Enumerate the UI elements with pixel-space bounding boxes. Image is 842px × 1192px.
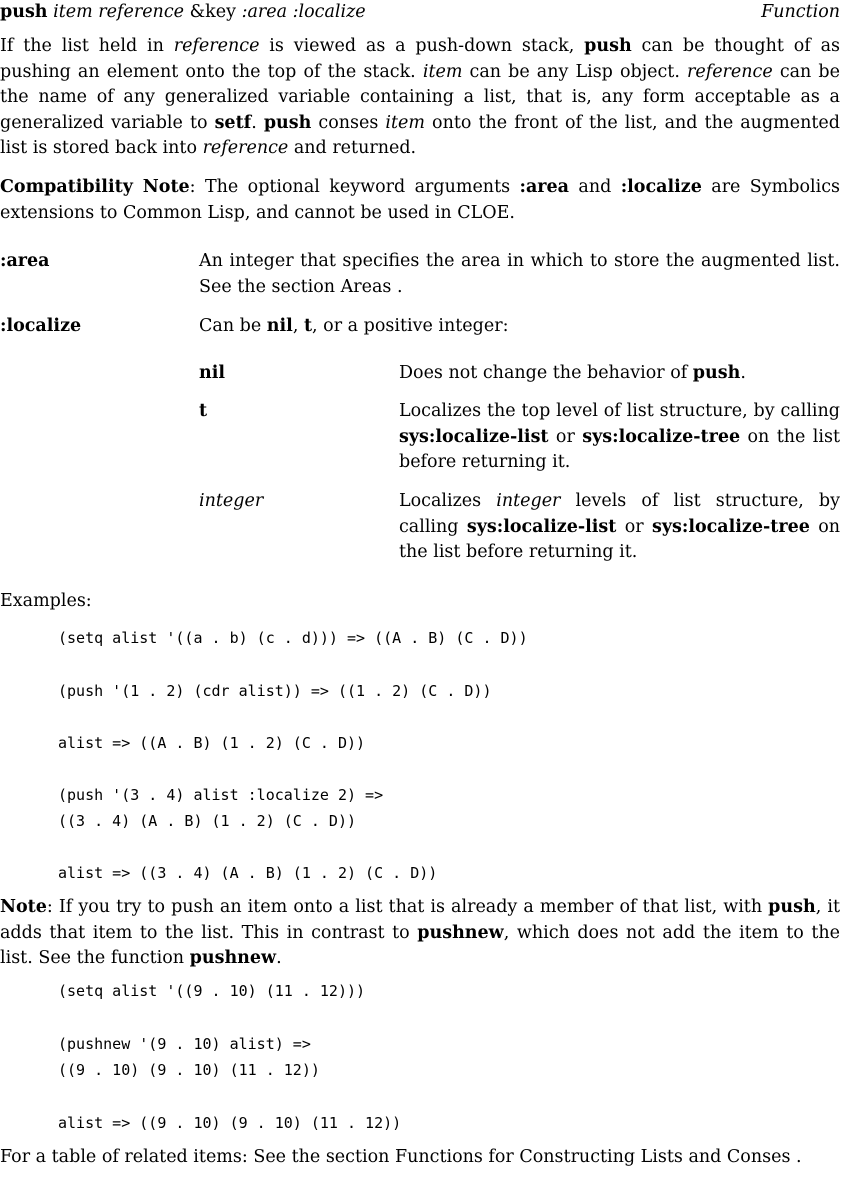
- signature-args: item reference: [53, 2, 184, 22]
- arg-term-localize: :localize: [0, 316, 82, 336]
- signature-keywords: :area :localize: [241, 2, 366, 22]
- function-signature: [0, 0, 842, 24]
- arg-desc-area: An integer that specifies the area in which to store the augmented list. See the section Areas .: [199, 251, 840, 297]
- code-line: (push '(3 . 4) alist :localize 2) =>: [58, 786, 384, 804]
- code-line: ((3 . 4) (A . B) (1 . 2) (C . D)): [58, 812, 357, 830]
- compatibility-note: Compatibility Note: The optional keyword arguments :area and :localize are Symbolics extensions to Common Lisp, and cannot be used in CLOE.: [0, 177, 840, 223]
- function-name: push: [0, 2, 48, 22]
- arg-term-area: :area: [0, 251, 50, 271]
- code-line: alist => ((9 . 10) (9 . 10) (11 . 12)): [58, 1114, 402, 1132]
- option-desc-integer: Localizes integer levels of list structure, by calling sys:localize-list or sys:localize-tree on the list before returning it.: [399, 491, 841, 563]
- code-line: alist => ((A . B) (1 . 2) (C . D)): [58, 734, 366, 752]
- code-line: alist => ((3 . 4) (A . B) (1 . 2) (C . D)): [58, 864, 438, 882]
- option-term-t: t: [199, 401, 208, 421]
- arg-desc-localize: Can be nil, t, or a positive integer:: [199, 316, 509, 336]
- note-paragraph: Note: If you try to push an item onto a list that is already a member of that list, with push, it adds that item to the list. This in contrast to pushnew, which does not add the item to the list. See the function pushnew.: [0, 897, 840, 969]
- description-paragraph: If the list held in reference is viewed as a push-down stack, push can be thought of as pushing an element onto the top of the stack. item can be any Lisp object. reference can be the name of any generalized variable containing a list, that is, any form acceptable as a generalized variable to setf. push conses item onto the front of the list, and the augmented list is stored back into reference and returned.: [0, 36, 840, 159]
- option-desc-t: Localizes the top level of list structure, by calling sys:localize-list or sys:localize-tree on the list before returning it.: [399, 401, 840, 473]
- signature-category: Function: [761, 2, 840, 22]
- code-line: (setq alist '((a . b) (c . d))) => ((A . B) (C . D)): [58, 629, 528, 647]
- option-term-nil: nil: [199, 363, 226, 383]
- option-desc-nil: Does not change the behavior of push.: [399, 363, 746, 383]
- code-line: (setq alist '((9 . 10) (11 . 12))): [58, 982, 366, 1000]
- code-line: (push '(1 . 2) (cdr alist)) => ((1 . 2) (C . D)): [58, 682, 492, 700]
- code-line: (pushnew '(9 . 10) alist) =>: [58, 1035, 311, 1053]
- related-items: For a table of related items: See the section Functions for Constructing Lists and Conses .: [0, 1147, 802, 1167]
- signature-key: &key: [189, 2, 236, 22]
- examples-label: Examples:: [0, 591, 92, 611]
- code-line: ((9 . 10) (9 . 10) (11 . 12)): [58, 1061, 320, 1079]
- option-term-integer: integer: [199, 491, 264, 511]
